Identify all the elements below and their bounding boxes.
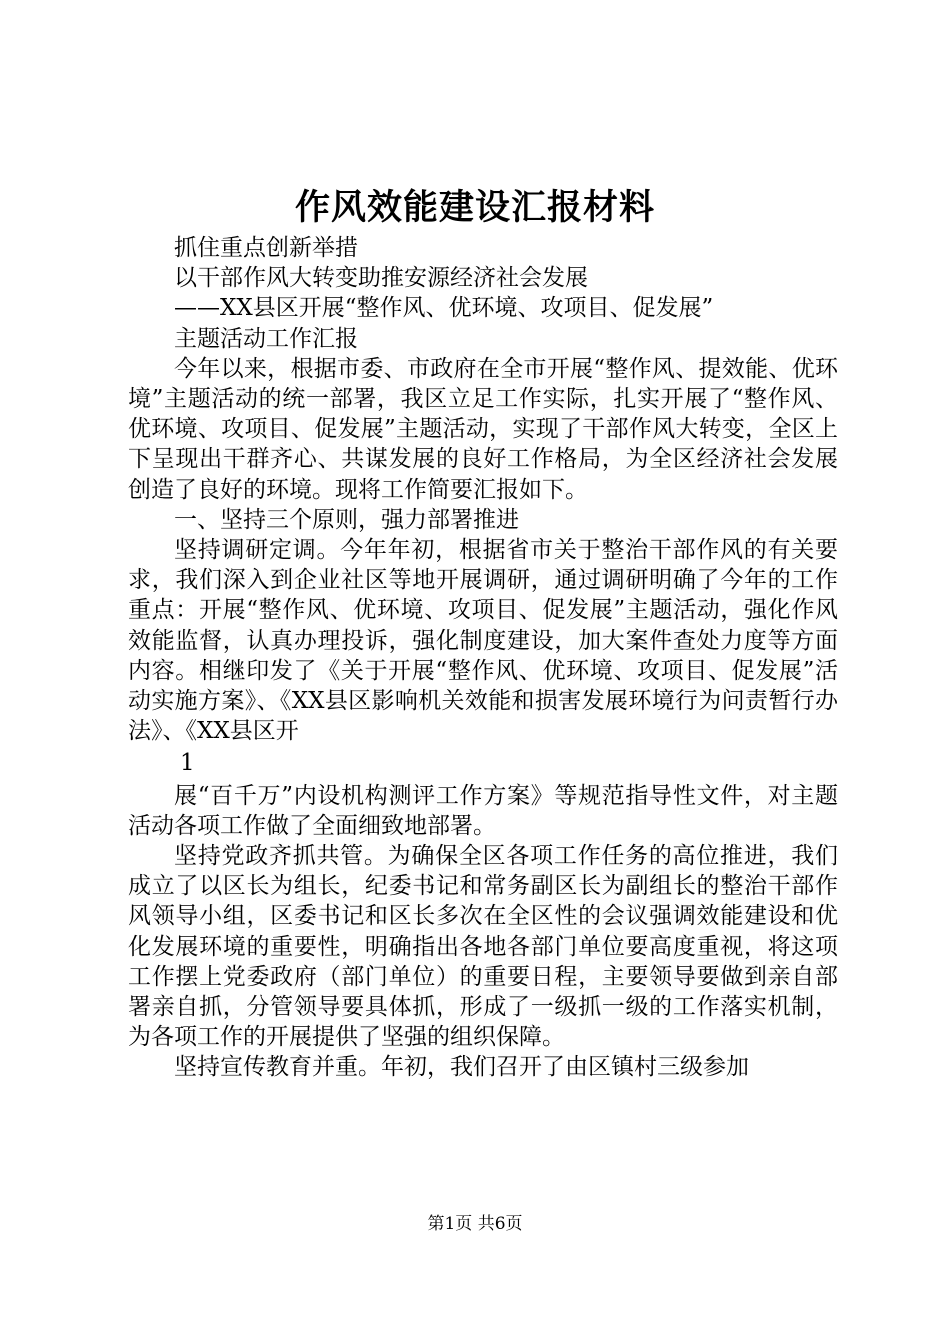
document-body bbox=[128, 233, 838, 1083]
intro-paragraph: 今年以来，根据市委、市政府在全市开展“整作风、提效能、优环境”主题活动的统一部署，我区立足工作实际，扎实开展了“整作风、优环境、攻项目、促发展”主题活动，实现了干部作风大转变，全区上下呈现出干群齐心、共谋发展的良好工作格局，为全区经济社会发展创造了良好的环境。现将工作简要汇报如下。 bbox=[128, 355, 838, 503]
document-title: 作风效能建设汇报材料 bbox=[294, 187, 655, 228]
inline-page-number: 1 bbox=[180, 750, 195, 777]
body-paragraph: 展“百千万”内设机构测评工作方案》等规范指导性文件，对主题活动各项工作做了全面细致地部署。 bbox=[128, 782, 838, 839]
body-paragraph: 坚持党政齐抓共管。为确保全区各项工作任务的高位推进，我们成立了以区长为组长，纪委书记和常务副区长为副组长的整治干部作风领导小组，区委书记和区长多次在全区性的会议强调效能建设和优化发展环境的重要性，明确指出各地各部门单位要高度重视，将这项工作摆上党委政府（部门单位）的重要日程，主要领导要做到亲自部署亲自抓，分管领导要具体抓，形成了一级抓一级的工作落实机制，为各项工作的开展提供了坚强的组织保障。 bbox=[128, 843, 838, 1051]
heading-line-1: 抓住重点创新举措 bbox=[174, 235, 358, 261]
section-heading: 一、坚持三个原则，强力部署推进 bbox=[174, 506, 519, 533]
body-paragraph: 坚持调研定调。今年年初，根据省市关于整治干部作风的有关要求，我们深入到企业社区等地开展调研，通过调研明确了今年的工作重点：开展“整作风、优环境、攻项目、促发展”主题活动，强化作风效能监督，认真办理投诉，强化制度建设，加大案件查处力度等方面内容。相继印发了《关于开展“整作风、优环境、攻项目、促发展”活动实施方案》、《XX县区影响机关效能和损害发展环境行为问责暂行办法》、《XX县区开 bbox=[128, 537, 838, 745]
heading-line-4: 主题活动工作汇报 bbox=[174, 325, 358, 352]
page-footer: 第1页 共6页 bbox=[427, 1214, 523, 1234]
heading-line-2: 以干部作风大转变助推安源经济社会发展 bbox=[174, 265, 588, 292]
body-paragraph: 坚持宣传教育并重。年初，我们召开了由区镇村三级参加 bbox=[174, 1054, 749, 1081]
heading-line-3: ——XX县区开展“整作风、优环境、攻项目、促发展” bbox=[174, 295, 714, 322]
